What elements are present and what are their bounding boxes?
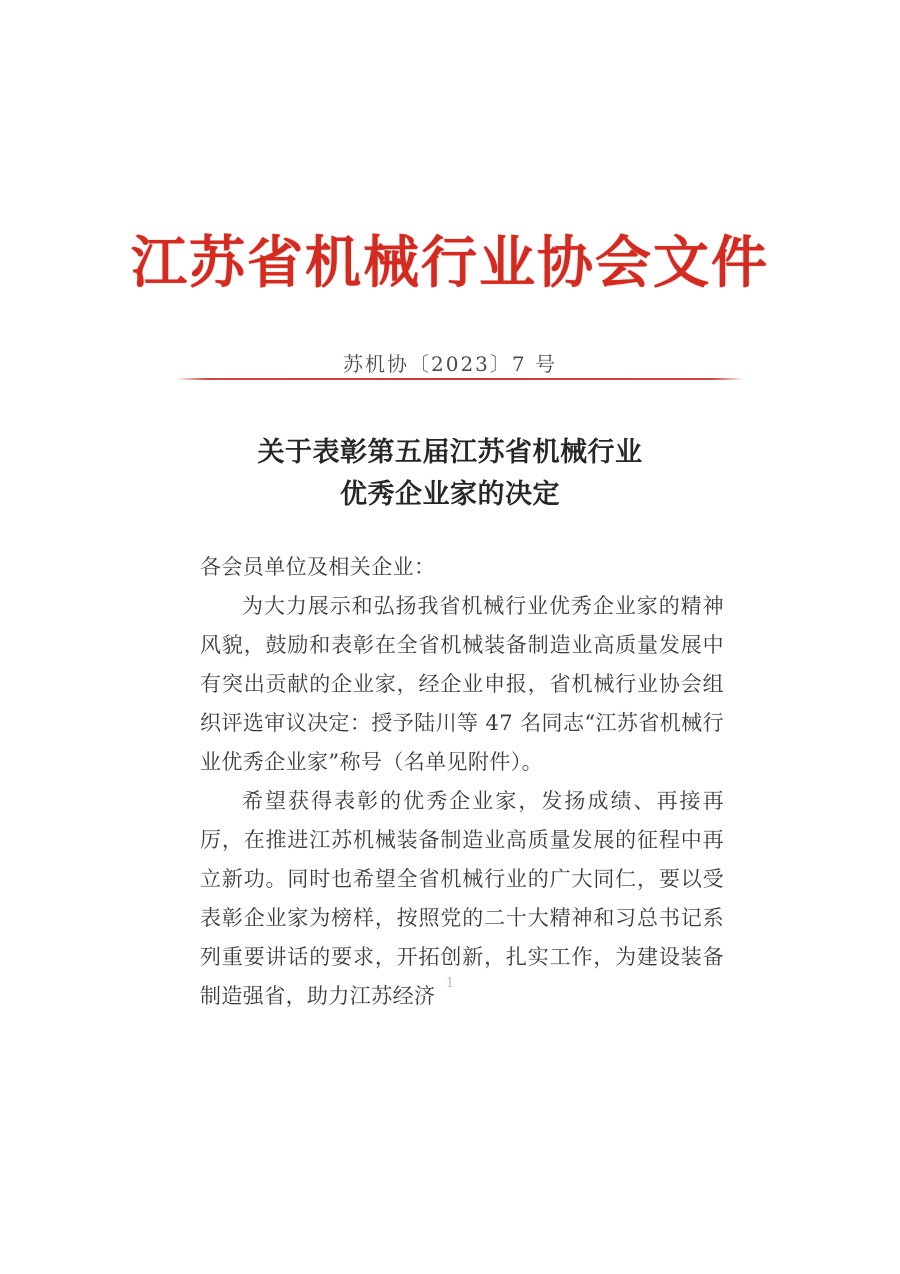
heading-line-2: 优秀企业家的决定 xyxy=(340,479,560,510)
red-divider-rule xyxy=(178,378,742,380)
document-heading xyxy=(0,432,900,516)
masthead-title: 江苏省机械行业协会文件 xyxy=(131,231,769,296)
document-number: 苏机协〔2023〕7 号 xyxy=(343,352,557,376)
page-number: 1 xyxy=(445,976,455,991)
document-body xyxy=(200,548,724,1016)
body-paragraph-1: 为大力展示和弘扬我省机械行业优秀企业家的精神风貌，鼓励和表彰在全省机械装备制造业高质量发展中有突出贡献的企业家，经企业申报，省机械行业协会组织评选审议决定：授予陆川等 47 名同志“江苏省机械行业优秀企业家”称号（名单见附件）。 xyxy=(200,594,724,774)
body-paragraph-2: 希望获得表彰的优秀企业家，发扬成绩、再接再厉，在推进江苏机械装备制造业高质量发展的征程中再立新功。同时也希望全省机械行业的广大同仁，要以受表彰企业家为榜样，按照党的二十大精神和习总书记系列重要讲话的要求，开拓创新，扎实工作，为建设装备制造强省，助力江苏经济 xyxy=(200,789,724,1008)
salutation: 各会员单位及相关企业： xyxy=(200,555,436,579)
heading-line-1: 关于表彰第五届江苏省机械行业 xyxy=(257,437,643,468)
